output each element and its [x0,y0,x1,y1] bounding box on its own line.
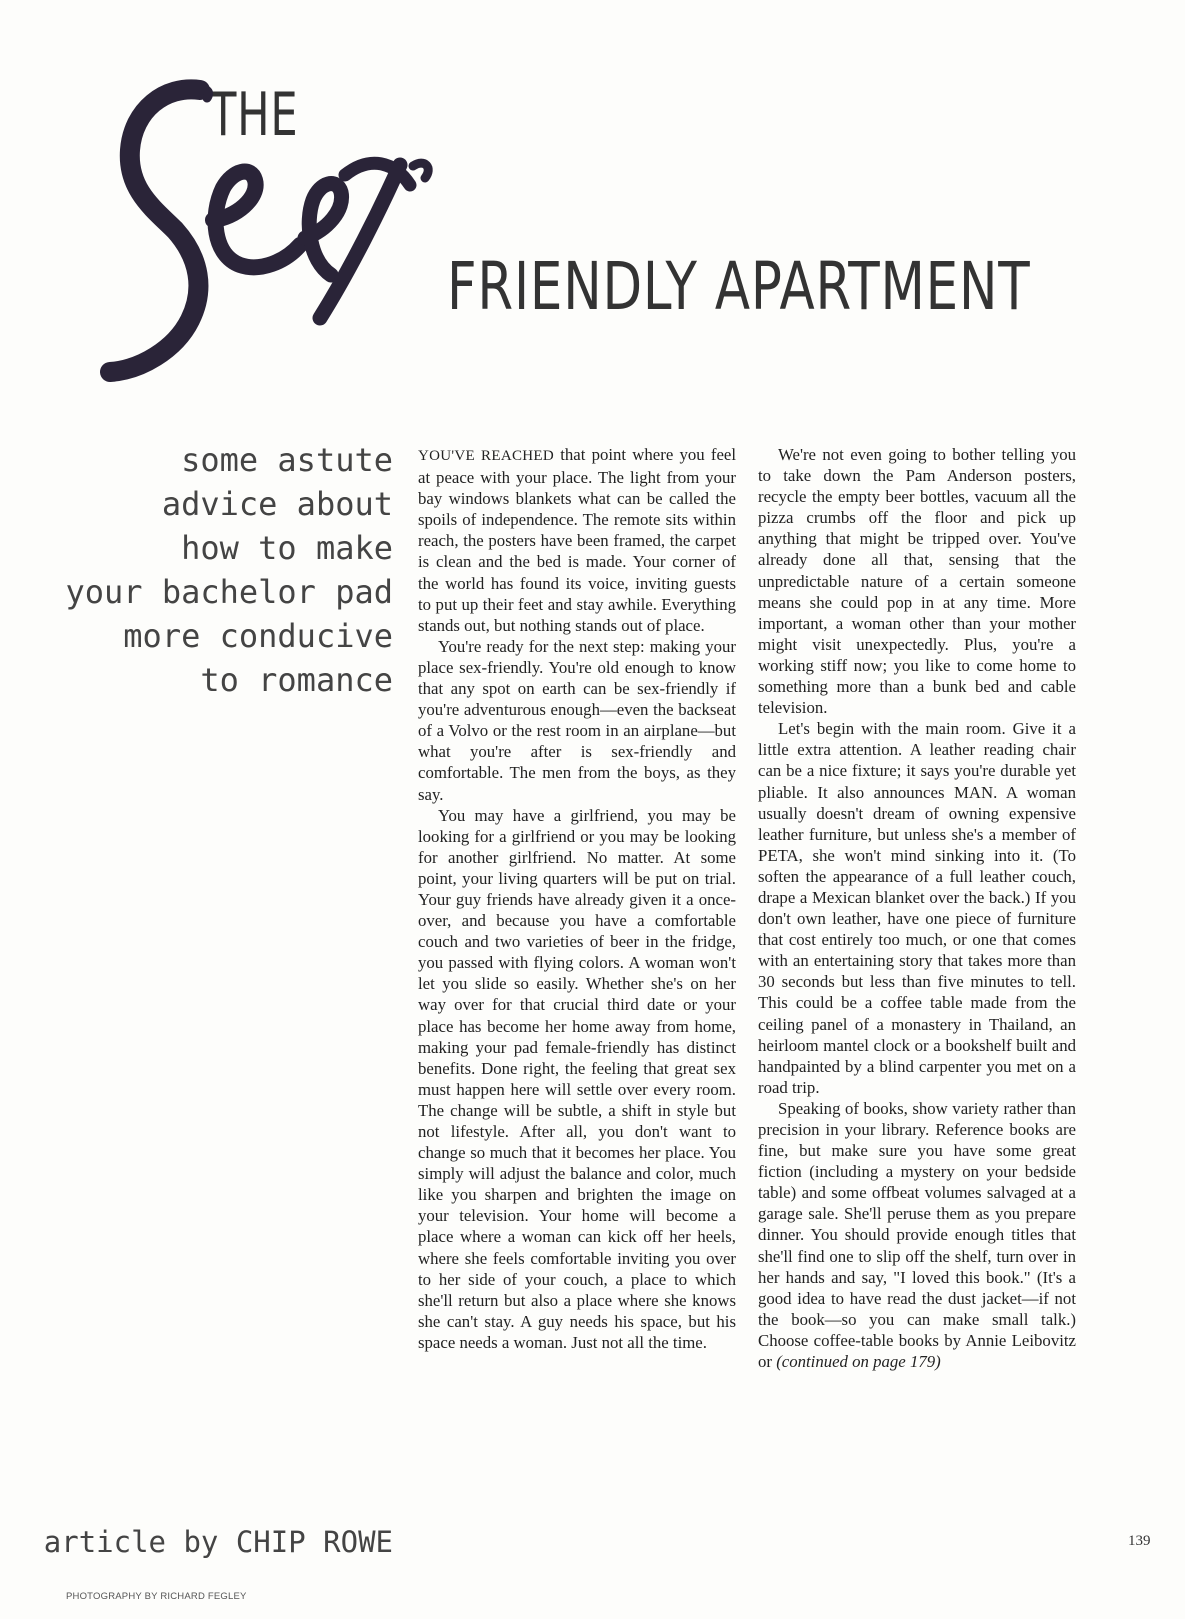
article-column-2 [758,444,1076,1372]
title-sex-script [95,70,455,400]
deck-line: more conducive [123,617,393,655]
deck-line: advice about [161,485,393,523]
paragraph-text: Speaking of books, show variety rather than precision in your library. Reference books are fine, but make sure you have some great fiction (including a mystery on your bedside table) and some offbeat volumes salvaged at a garage sale. She'll peruse them as you prepare dinner. You should provide enough titles that she'll find one to slip off the shelf, turn over in her hands and say, "I loved this book." (It's a good idea to have read the dust jacket—if not the book—so you can make small talk.) Choose coffee-table books by Annie Leibovitz or [758,1098,1076,1372]
article-column-1 [418,444,736,1353]
paragraph [418,444,736,636]
lead-in: YOU'VE REACHED [418,448,554,464]
deck-line: some astute [181,441,393,479]
photo-credit: PHOTOGRAPHY BY RICHARD FEGLEY [66,1591,247,1602]
title-friendly-apartment: FRIENDLY APARTMENT [447,248,1031,325]
paragraph: You may have a girlfriend, you may be looking for a girlfriend or you may be looking for another girlfriend. No matter. At some point, your living quarters will be put on trial. Your guy friends have already given it a once-over, and because you have a comfortable couch and two varieties of beer in the fridge, you passed with flying colors. A woman won't let you slide so easily. Whether she's on her way over for that crucial third date or your place has become her home away from home, making your pad female-friendly has distinct benefits. Done right, the feeling that great sex must happen here will settle over every room. The change will be subtle, a shift in style but not lifestyle. After all, you don't want to change so much that it becomes her place. You simply will adjust the balance and color, much like you sharpen and brighten the image on your television. Your home will become a place where a woman can kick off her heels, where she feels comfortable inviting you over to her side of your couch, a place to which she'll return but also a place where she knows she can't stay. A guy needs his space, but his space needs a woman. Just not all the time. [418,805,736,1352]
paragraph-text: that point where you feel at peace with your place. The light from your bay windows blankets what can be called the spoils of independence. The remote sits within reach, the posters have been framed, the carpet is clean and the bed is made. Your corner of the world has found its voice, inviting guests to put up their feet and stay awhile. Everything stands out, but nothing stands out of place. [418,445,737,635]
deck-line: your bachelor pad [65,573,393,611]
paragraph: You're ready for the next step: making your place sex-friendly. You're old enough to know that any spot on earth can be sex-friendly if you're adventurous enough—even the backseat of a Volvo or the rest room in an airplane—but what you're after is sex-friendly and comfortable. The men from the boys, as they say. [418,636,736,804]
deck-line: to romance [200,661,393,699]
paragraph: We're not even going to bother telling you to take down the Pam Anderson posters, recycle the empty beer bottles, vacuum all the pizza crumbs off the floor and pick up anything that might be tripped over. You've already done all that, sensing that the unpredictable nature of a certain someone means she could pop in at any time. More important, a woman other than your mother might visit unexpectedly. Plus, you're a working stiff now; you like to come home to something more than a bunk bed and cable television. [758,445,1076,718]
page-number: 139 [1128,1533,1151,1549]
paragraph [758,1098,1076,1372]
byline: article by CHIP ROWE [43,1525,393,1559]
continued-note: (continued on page 179) [776,1352,941,1372]
deck-line: how to make [181,529,393,567]
paragraph: Let's begin with the main room. Give it a little extra attention. A leather reading chair can be a nice fixture; it says you're durable yet pliable. It also announces MAN. A woman usually doesn't dream of owning expensive leather furniture, but unless she's a member of PETA, she won't mind sinking into it. (To soften the appearance of a full leather couch, drape a Mexican blanket over the back.) If you don't own leather, have one piece of furniture that cost entirely too much, or one that comes with an entertaining story that takes more than 30 seconds but less than five minutes to tell. This could be a coffee table made from the ceiling panel of a monastery in Thailand, an heirloom mantel clock or a bookshelf built and handpainted by a blind carpenter you met on a road trip. [758,719,1076,1097]
title-the: THE [210,80,299,150]
deck-subtitle [53,438,393,702]
